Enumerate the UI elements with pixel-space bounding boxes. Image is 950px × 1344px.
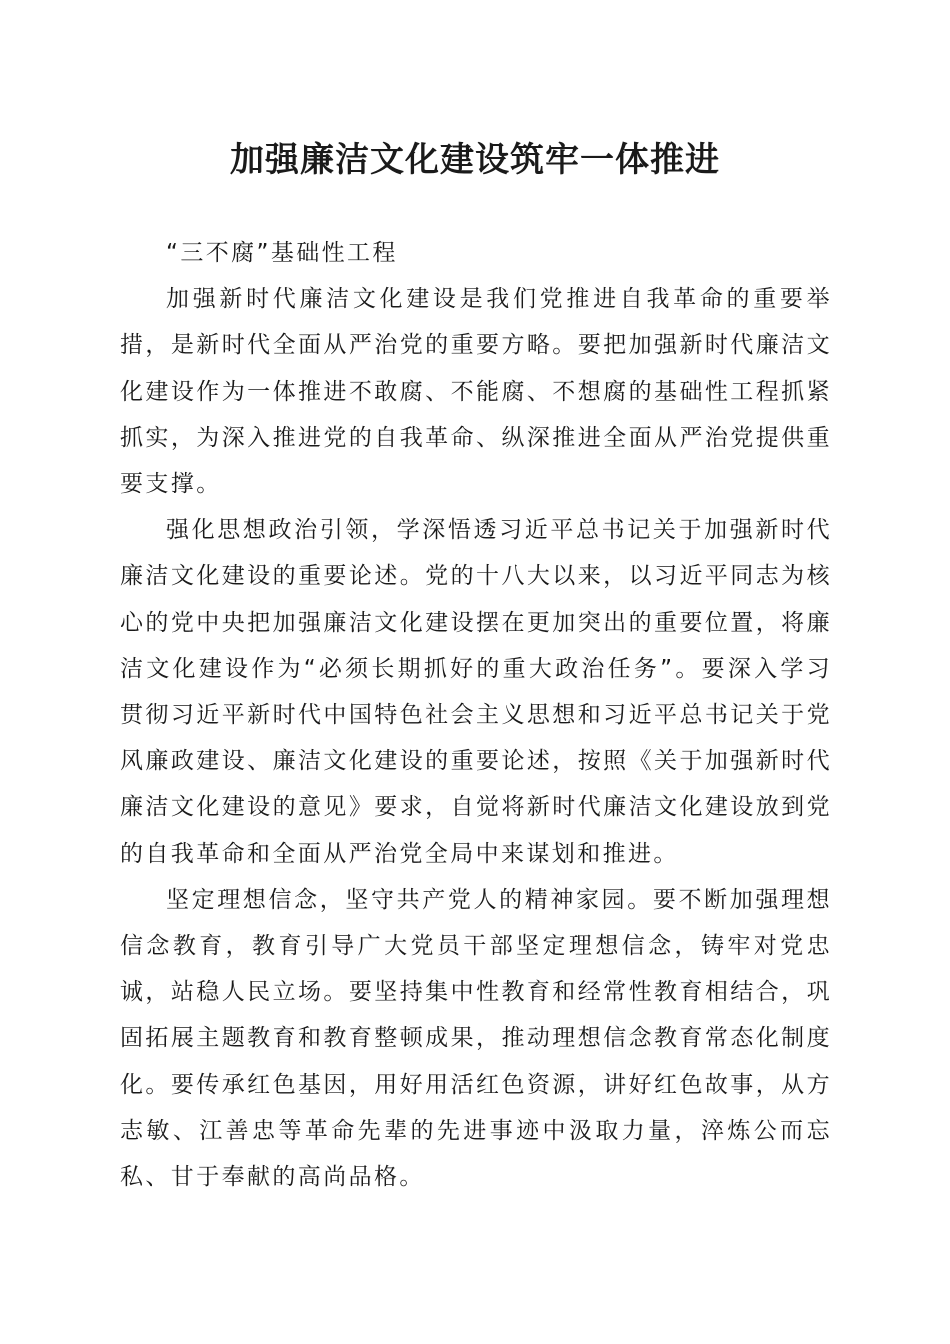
body-paragraph: 加强新时代廉洁文化建设是我们党推进自我革命的重要举措，是新时代全面从严治党的重要方略。要把加强新时代廉洁文化建设作为一体推进不敢腐、不能腐、不想腐的基础性工程抓紧抓实，为深入推进党的自我革命、纵深推进全面从严治党提供重要支撑。 (120, 286, 832, 498)
subtitle-paragraph: “三不腐”基础性工程 (166, 240, 398, 266)
body-paragraph: 强化思想政治引领，学深悟透习近平总书记关于加强新时代廉洁文化建设的重要论述。党的十八大以来，以习近平同志为核心的党中央把加强廉洁文化建设摆在更加突出的重要位置，将廉洁文化建设作为“必须长期抓好的重大政治任务”。要深入学习贯彻习近平新时代中国特色社会主义思想和习近平总书记关于党风廉政建设、廉洁文化建设的重要论述，按照《关于加强新时代廉洁文化建设的意见》要求，自觉将新时代廉洁文化建设放到党的自我革命和全面从严治党全局中来谋划和推进。 (120, 517, 832, 867)
body-paragraph: 坚定理想信念，坚守共产党人的精神家园。要不断加强理想信念教育，教育引导广大党员干部坚定理想信念，铸牢对党忠诚，站稳人民立场。要坚持集中性教育和经常性教育相结合，巩固拓展主题教育和教育整顿成果，推动理想信念教育常态化制度化。要传承红色基因，用好用活红色资源，讲好红色故事，从方志敏、江善忠等革命先辈的先进事迹中汲取力量，淬炼公而忘私、甘于奉献的高尚品格。 (120, 886, 832, 1191)
document-title: 加强廉洁文化建设筑牢一体推进 (230, 140, 720, 180)
document-body (120, 230, 832, 1200)
